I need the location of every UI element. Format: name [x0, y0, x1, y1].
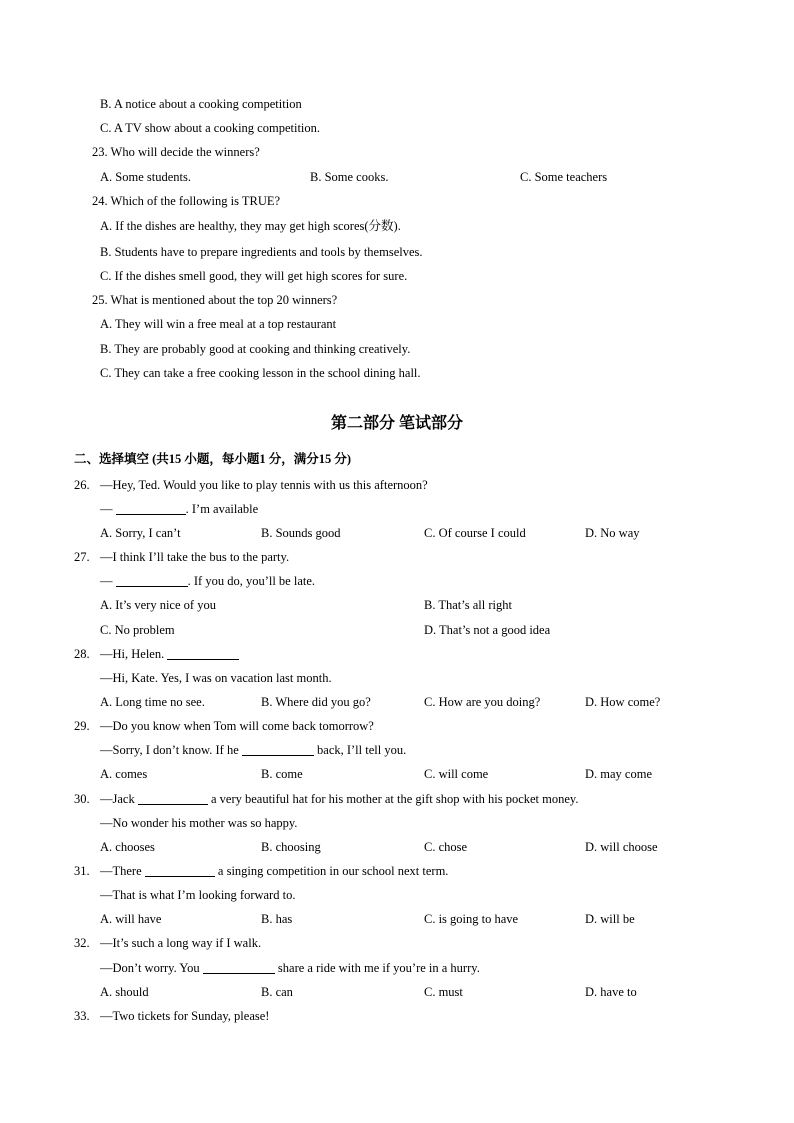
option-text: B. Students have to prepare ingredients and tools by themselves. — [100, 245, 423, 259]
part-title: 第二部分 笔试部分 — [330, 415, 463, 432]
option-text: C. If the dishes smell good, they will get high scores for sure. — [100, 269, 408, 283]
option-text: C. A TV show about a cooking competition. — [100, 121, 321, 135]
answer-blank — [167, 647, 239, 660]
question-number: 30. — [74, 792, 90, 806]
dialogue-line: —Sorry, I don’t know. If he back, I’ll tell you. — [100, 743, 407, 757]
question-number: 31. — [74, 864, 90, 878]
dialogue-line: —That is what I’m looking forward to. — [100, 888, 296, 902]
dialogue-line: —Two tickets for Sunday, please! — [100, 1009, 270, 1023]
option-text: A. should — [100, 985, 149, 999]
option-text: C. must — [424, 985, 463, 999]
option-text: A. comes — [100, 767, 148, 781]
question-number: 29. — [74, 719, 90, 733]
option-text: D. No way — [585, 526, 640, 540]
option-text: D. How come? — [585, 695, 661, 709]
option-text: B. Some cooks. — [310, 170, 389, 184]
question-number: 32. — [74, 936, 90, 950]
option-text: A. It’s very nice of you — [100, 598, 216, 612]
option-text: C. Of course I could — [424, 526, 526, 540]
option-text: A. chooses — [100, 840, 155, 854]
answer-blank — [203, 961, 275, 974]
question-number: 28. — [74, 647, 90, 661]
option-text: A. If the dishes are healthy, they may get high scores(分数). — [100, 219, 401, 233]
option-text: B. Sounds good — [261, 526, 341, 540]
answer-blank — [138, 792, 208, 805]
option-text: B. They are probably good at cooking and thinking creatively. — [100, 342, 411, 356]
dialogue-line: — . If you do, you’ll be late. — [100, 574, 316, 588]
option-text: A. Some students. — [100, 170, 191, 184]
option-text: B. has — [261, 912, 293, 926]
option-text: C. Some teachers — [520, 170, 608, 184]
question-stem: 23. Who will decide the winners? — [92, 145, 260, 159]
dialogue-line: —Do you know when Tom will come back tomorrow? — [100, 719, 374, 733]
answer-blank — [242, 743, 314, 756]
option-text: B. Where did you go? — [261, 695, 371, 709]
dialogue-line: —There a singing competition in our school next term. — [100, 864, 449, 878]
dialogue-line: —Don’t worry. You share a ride with me if you’re in a hurry. — [100, 961, 480, 975]
dialogue-line: — . I’m available — [100, 502, 259, 516]
option-text: B. can — [261, 985, 293, 999]
dialogue-line: —Hey, Ted. Would you like to play tennis with us this afternoon? — [100, 478, 428, 492]
option-text: D. That’s not a good idea — [424, 623, 551, 637]
dialogue-line: —Hi, Kate. Yes, I was on vacation last month. — [100, 671, 332, 685]
option-text: A. They will win a free meal at a top restaurant — [100, 317, 337, 331]
option-text: D. have to — [585, 985, 637, 999]
option-text: B. That’s all right — [424, 598, 512, 612]
option-text: B. choosing — [261, 840, 321, 854]
question-number: 33. — [74, 1009, 90, 1023]
answer-blank — [116, 502, 186, 515]
answer-blank — [145, 864, 215, 877]
answer-blank — [116, 574, 188, 587]
option-text: B. A notice about a cooking competition — [100, 97, 302, 111]
question-number: 26. — [74, 478, 90, 492]
option-text: C. chose — [424, 840, 468, 854]
dialogue-line: —It’s such a long way if I walk. — [100, 936, 262, 950]
dialogue-line: —Hi, Helen. — [100, 646, 239, 662]
question-stem: 25. What is mentioned about the top 20 winners? — [92, 293, 338, 307]
option-text: A. Sorry, I can’t — [100, 526, 181, 540]
option-text: D. will choose — [585, 840, 658, 854]
option-text: A. will have — [100, 912, 162, 926]
option-text: C. They can take a free cooking lesson in the school dining hall. — [100, 366, 421, 380]
option-text: C. How are you doing? — [424, 695, 541, 709]
option-text: C. No problem — [100, 623, 175, 637]
question-number: 27. — [74, 550, 90, 564]
option-text: A. Long time no see. — [100, 695, 205, 709]
section-heading: 二、选择填空 (共15 小题，每小题1 分，满分15 分) — [74, 452, 352, 466]
option-text: D. may come — [585, 767, 652, 781]
option-text: C. will come — [424, 767, 489, 781]
option-text: B. come — [261, 767, 303, 781]
question-stem: 24. Which of the following is TRUE? — [92, 194, 281, 208]
dialogue-line: —Jack a very beautiful hat for his mother at the gift shop with his pocket money. — [100, 792, 579, 806]
option-text: D. will be — [585, 912, 635, 926]
dialogue-line: —I think I’ll take the bus to the party. — [100, 550, 290, 564]
dialogue-line: —No wonder his mother was so happy. — [100, 816, 298, 830]
option-text: C. is going to have — [424, 912, 519, 926]
